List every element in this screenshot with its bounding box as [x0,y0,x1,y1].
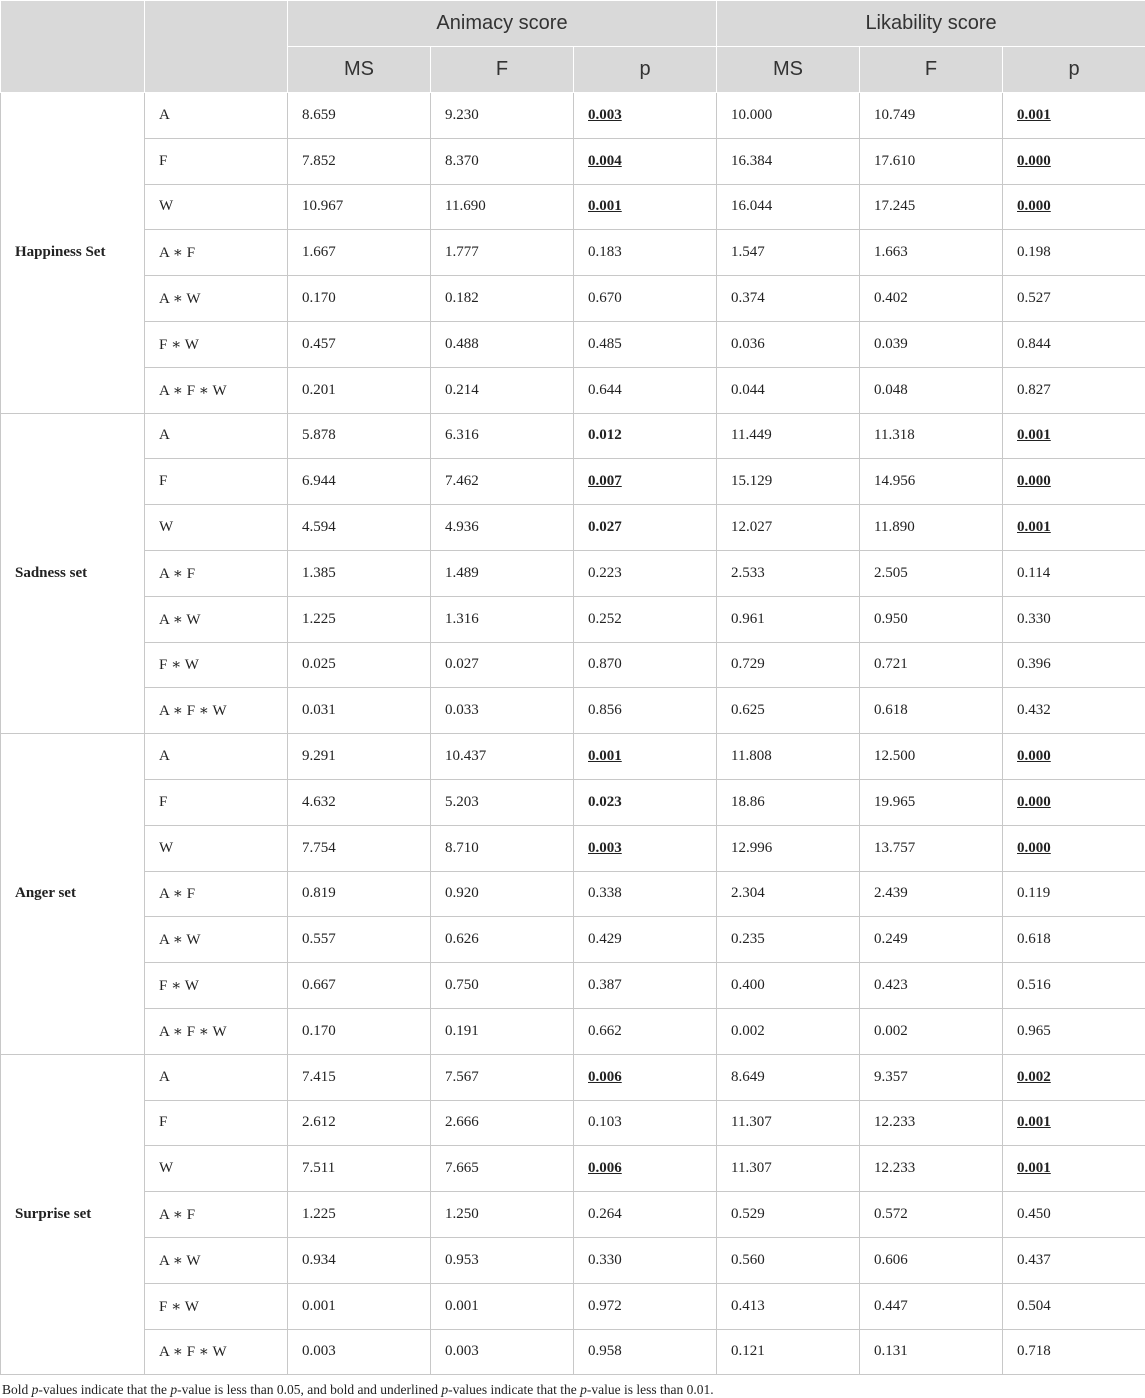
animacy-p-cell: 0.103 [574,1100,717,1146]
likability-f-cell: 17.245 [860,184,1003,230]
animacy-p-cell: 0.429 [574,917,717,963]
likability-p-cell: 0.001 [1003,505,1145,551]
likability-f-cell: 11.318 [860,413,1003,459]
table-header [1,1,1145,93]
animacy-ms-cell: 10.967 [288,184,431,230]
animacy-f-cell: 0.191 [431,1008,574,1054]
table-row [1,184,1145,230]
table-row [1,734,1145,780]
header-likability-p: p [1003,47,1145,93]
likability-ms-cell: 16.044 [717,184,860,230]
term-cell: W [145,184,288,230]
term-cell: A ∗ F ∗ W [145,688,288,734]
animacy-ms-cell: 0.667 [288,963,431,1009]
animacy-p-cell: 0.001 [574,734,717,780]
footnote-text-4: -values indicate that the [448,1382,581,1397]
likability-p-cell: 0.000 [1003,779,1145,825]
likability-ms-cell: 0.413 [717,1283,860,1329]
animacy-p-cell: 0.223 [574,550,717,596]
animacy-p-cell: 0.870 [574,642,717,688]
animacy-ms-cell: 9.291 [288,734,431,780]
table-row [1,93,1145,139]
likability-p-cell: 0.198 [1003,230,1145,276]
animacy-ms-cell: 0.934 [288,1237,431,1283]
likability-f-cell: 9.357 [860,1054,1003,1100]
likability-f-cell: 0.447 [860,1283,1003,1329]
animacy-ms-cell: 4.594 [288,505,431,551]
animacy-ms-cell: 1.225 [288,596,431,642]
footnote-p-2: p [170,1382,178,1397]
animacy-ms-cell: 0.457 [288,321,431,367]
table-row [1,1100,1145,1146]
term-cell: F [145,138,288,184]
table-row [1,1008,1145,1054]
table-row [1,917,1145,963]
animacy-f-cell: 0.003 [431,1329,574,1375]
animacy-f-cell: 1.777 [431,230,574,276]
likability-f-cell: 0.402 [860,276,1003,322]
likability-ms-cell: 0.529 [717,1192,860,1238]
table-row [1,825,1145,871]
term-cell: A ∗ F ∗ W [145,367,288,413]
table-row [1,413,1145,459]
likability-p-cell: 0.432 [1003,688,1145,734]
animacy-p-cell: 0.003 [574,825,717,871]
term-cell: A ∗ F [145,1192,288,1238]
likability-f-cell: 12.233 [860,1146,1003,1192]
table-row [1,596,1145,642]
animacy-f-cell: 2.666 [431,1100,574,1146]
animacy-p-cell: 0.644 [574,367,717,413]
animacy-ms-cell: 0.201 [288,367,431,413]
animacy-p-cell: 0.338 [574,871,717,917]
term-cell: F ∗ W [145,321,288,367]
likability-p-cell: 0.000 [1003,734,1145,780]
likability-ms-cell: 0.235 [717,917,860,963]
group-label: Happiness Set [1,93,145,414]
likability-ms-cell: 0.400 [717,963,860,1009]
likability-p-cell: 0.516 [1003,963,1145,1009]
likability-f-cell: 14.956 [860,459,1003,505]
animacy-ms-cell: 7.852 [288,138,431,184]
header-blank-term [145,1,288,93]
animacy-ms-cell: 2.612 [288,1100,431,1146]
likability-ms-cell: 11.449 [717,413,860,459]
likability-f-cell: 12.500 [860,734,1003,780]
group-label: Sadness set [1,413,145,734]
term-cell: A ∗ W [145,276,288,322]
animacy-ms-cell: 0.557 [288,917,431,963]
table-row [1,276,1145,322]
likability-ms-cell: 0.036 [717,321,860,367]
likability-ms-cell: 2.533 [717,550,860,596]
likability-ms-cell: 11.808 [717,734,860,780]
term-cell: F [145,779,288,825]
likability-f-cell: 12.233 [860,1100,1003,1146]
term-cell: W [145,1146,288,1192]
term-cell: A ∗ F [145,230,288,276]
table-row [1,321,1145,367]
animacy-p-cell: 0.004 [574,138,717,184]
animacy-p-cell: 0.330 [574,1237,717,1283]
likability-f-cell: 0.618 [860,688,1003,734]
animacy-f-cell: 0.033 [431,688,574,734]
animacy-f-cell: 8.370 [431,138,574,184]
term-cell: A [145,93,288,139]
likability-p-cell: 0.504 [1003,1283,1145,1329]
likability-f-cell: 0.721 [860,642,1003,688]
term-cell: A ∗ W [145,596,288,642]
likability-ms-cell: 0.625 [717,688,860,734]
animacy-f-cell: 7.665 [431,1146,574,1192]
table-row [1,550,1145,596]
term-cell: A [145,1054,288,1100]
likability-f-cell: 0.572 [860,1192,1003,1238]
table-row [1,1192,1145,1238]
table-row [1,1237,1145,1283]
animacy-f-cell: 0.750 [431,963,574,1009]
table-row [1,642,1145,688]
term-cell: A ∗ F [145,871,288,917]
likability-p-cell: 0.001 [1003,413,1145,459]
table-row [1,505,1145,551]
table-row [1,1054,1145,1100]
likability-f-cell: 0.131 [860,1329,1003,1375]
animacy-ms-cell: 0.170 [288,276,431,322]
animacy-f-cell: 11.690 [431,184,574,230]
term-cell: A ∗ F ∗ W [145,1008,288,1054]
likability-ms-cell: 2.304 [717,871,860,917]
likability-f-cell: 0.249 [860,917,1003,963]
animacy-ms-cell: 7.511 [288,1146,431,1192]
likability-f-cell: 19.965 [860,779,1003,825]
animacy-p-cell: 0.958 [574,1329,717,1375]
animacy-p-cell: 0.252 [574,596,717,642]
table-row [1,1146,1145,1192]
likability-p-cell: 0.001 [1003,1100,1145,1146]
term-cell: A ∗ W [145,917,288,963]
likability-f-cell: 2.505 [860,550,1003,596]
footnote-text-2: -values indicate that the [38,1382,171,1397]
animacy-f-cell: 4.936 [431,505,574,551]
likability-ms-cell: 16.384 [717,138,860,184]
likability-ms-cell: 0.121 [717,1329,860,1375]
likability-p-cell: 0.001 [1003,1146,1145,1192]
term-cell: A ∗ F [145,550,288,596]
term-cell: F [145,459,288,505]
likability-p-cell: 0.844 [1003,321,1145,367]
table-row [1,871,1145,917]
term-cell: A [145,413,288,459]
likability-ms-cell: 12.027 [717,505,860,551]
table-row [1,963,1145,1009]
likability-ms-cell: 1.547 [717,230,860,276]
animacy-p-cell: 0.003 [574,93,717,139]
animacy-ms-cell: 4.632 [288,779,431,825]
term-cell: F [145,1100,288,1146]
animacy-p-cell: 0.670 [574,276,717,322]
group-label: Surprise set [1,1054,145,1375]
table-row [1,688,1145,734]
likability-p-cell: 0.718 [1003,1329,1145,1375]
term-cell: A [145,734,288,780]
animacy-p-cell: 0.007 [574,459,717,505]
likability-p-cell: 0.965 [1003,1008,1145,1054]
animacy-ms-cell: 7.754 [288,825,431,871]
likability-p-cell: 0.000 [1003,184,1145,230]
likability-ms-cell: 11.307 [717,1100,860,1146]
animacy-f-cell: 5.203 [431,779,574,825]
likability-p-cell: 0.000 [1003,459,1145,505]
header-likability-f: F [860,47,1003,93]
animacy-ms-cell: 8.659 [288,93,431,139]
likability-f-cell: 0.423 [860,963,1003,1009]
footnote-p-3: p [441,1382,449,1397]
likability-p-cell: 0.119 [1003,871,1145,917]
animacy-p-cell: 0.972 [574,1283,717,1329]
term-cell: W [145,505,288,551]
animacy-p-cell: 0.183 [574,230,717,276]
animacy-f-cell: 10.437 [431,734,574,780]
animacy-f-cell: 9.230 [431,93,574,139]
animacy-p-cell: 0.264 [574,1192,717,1238]
table-row [1,138,1145,184]
likability-ms-cell: 0.961 [717,596,860,642]
header-animacy-p: p [574,47,717,93]
likability-f-cell: 0.950 [860,596,1003,642]
header-likability-ms: MS [717,47,860,93]
animacy-p-cell: 0.387 [574,963,717,1009]
likability-f-cell: 0.606 [860,1237,1003,1283]
animacy-p-cell: 0.856 [574,688,717,734]
likability-ms-cell: 12.996 [717,825,860,871]
animacy-ms-cell: 6.944 [288,459,431,505]
likability-ms-cell: 10.000 [717,93,860,139]
group-label: Anger set [1,734,145,1055]
likability-ms-cell: 0.374 [717,276,860,322]
footnote-text-5: -value is less than 0.01. [586,1382,714,1397]
header-animacy-ms: MS [288,47,431,93]
likability-p-cell: 0.330 [1003,596,1145,642]
animacy-p-cell: 0.485 [574,321,717,367]
animacy-ms-cell: 7.415 [288,1054,431,1100]
animacy-p-cell: 0.006 [574,1146,717,1192]
table-footnote [2,1382,714,1398]
likability-ms-cell: 8.649 [717,1054,860,1100]
likability-f-cell: 0.039 [860,321,1003,367]
animacy-p-cell: 0.662 [574,1008,717,1054]
term-cell: W [145,825,288,871]
animacy-ms-cell: 0.003 [288,1329,431,1375]
animacy-f-cell: 0.001 [431,1283,574,1329]
animacy-p-cell: 0.001 [574,184,717,230]
likability-p-cell: 0.527 [1003,276,1145,322]
term-cell: A ∗ W [145,1237,288,1283]
animacy-f-cell: 1.250 [431,1192,574,1238]
likability-f-cell: 11.890 [860,505,1003,551]
header-animacy-score: Animacy score [288,1,717,47]
animacy-f-cell: 0.182 [431,276,574,322]
animacy-f-cell: 1.489 [431,550,574,596]
animacy-ms-cell: 0.031 [288,688,431,734]
likability-f-cell: 1.663 [860,230,1003,276]
term-cell: F ∗ W [145,963,288,1009]
animacy-f-cell: 7.567 [431,1054,574,1100]
footnote-p-1: p [31,1382,39,1397]
animacy-p-cell: 0.023 [574,779,717,825]
footnote-p-4: p [580,1382,587,1397]
likability-f-cell: 10.749 [860,93,1003,139]
likability-p-cell: 0.002 [1003,1054,1145,1100]
animacy-ms-cell: 1.667 [288,230,431,276]
animacy-f-cell: 1.316 [431,596,574,642]
animacy-f-cell: 0.488 [431,321,574,367]
animacy-ms-cell: 0.025 [288,642,431,688]
likability-p-cell: 0.000 [1003,138,1145,184]
animacy-ms-cell: 0.170 [288,1008,431,1054]
likability-ms-cell: 0.002 [717,1008,860,1054]
header-blank-group [1,1,145,93]
likability-f-cell: 17.610 [860,138,1003,184]
likability-f-cell: 0.002 [860,1008,1003,1054]
animacy-f-cell: 0.626 [431,917,574,963]
term-cell: F ∗ W [145,642,288,688]
likability-f-cell: 0.048 [860,367,1003,413]
likability-ms-cell: 18.86 [717,779,860,825]
animacy-ms-cell: 0.001 [288,1283,431,1329]
animacy-f-cell: 0.214 [431,367,574,413]
likability-ms-cell: 15.129 [717,459,860,505]
likability-f-cell: 2.439 [860,871,1003,917]
header-animacy-f: F [431,47,574,93]
animacy-f-cell: 0.027 [431,642,574,688]
term-cell: A ∗ F ∗ W [145,1329,288,1375]
likability-p-cell: 0.396 [1003,642,1145,688]
animacy-p-cell: 0.012 [574,413,717,459]
likability-p-cell: 0.618 [1003,917,1145,963]
table-row [1,230,1145,276]
likability-p-cell: 0.000 [1003,825,1145,871]
likability-f-cell: 13.757 [860,825,1003,871]
table-body [1,93,1145,1375]
table-row [1,779,1145,825]
animacy-ms-cell: 1.225 [288,1192,431,1238]
animacy-p-cell: 0.027 [574,505,717,551]
animacy-f-cell: 0.920 [431,871,574,917]
likability-p-cell: 0.114 [1003,550,1145,596]
likability-ms-cell: 0.729 [717,642,860,688]
table-row [1,1283,1145,1329]
animacy-ms-cell: 1.385 [288,550,431,596]
likability-ms-cell: 0.044 [717,367,860,413]
likability-p-cell: 0.437 [1003,1237,1145,1283]
likability-p-cell: 0.827 [1003,367,1145,413]
footnote-text-1: Bold [2,1382,32,1397]
likability-p-cell: 0.450 [1003,1192,1145,1238]
animacy-f-cell: 0.953 [431,1237,574,1283]
table-row [1,1329,1145,1375]
animacy-f-cell: 6.316 [431,413,574,459]
footnote-text-3: -value is less than 0.05, and bold and underlined [177,1382,442,1397]
likability-p-cell: 0.001 [1003,93,1145,139]
animacy-f-cell: 8.710 [431,825,574,871]
likability-ms-cell: 11.307 [717,1146,860,1192]
animacy-f-cell: 7.462 [431,459,574,505]
animacy-p-cell: 0.006 [574,1054,717,1100]
likability-ms-cell: 0.560 [717,1237,860,1283]
table-row [1,367,1145,413]
table-row [1,459,1145,505]
header-likability-score: Likability score [717,1,1145,47]
term-cell: F ∗ W [145,1283,288,1329]
animacy-ms-cell: 5.878 [288,413,431,459]
animacy-ms-cell: 0.819 [288,871,431,917]
